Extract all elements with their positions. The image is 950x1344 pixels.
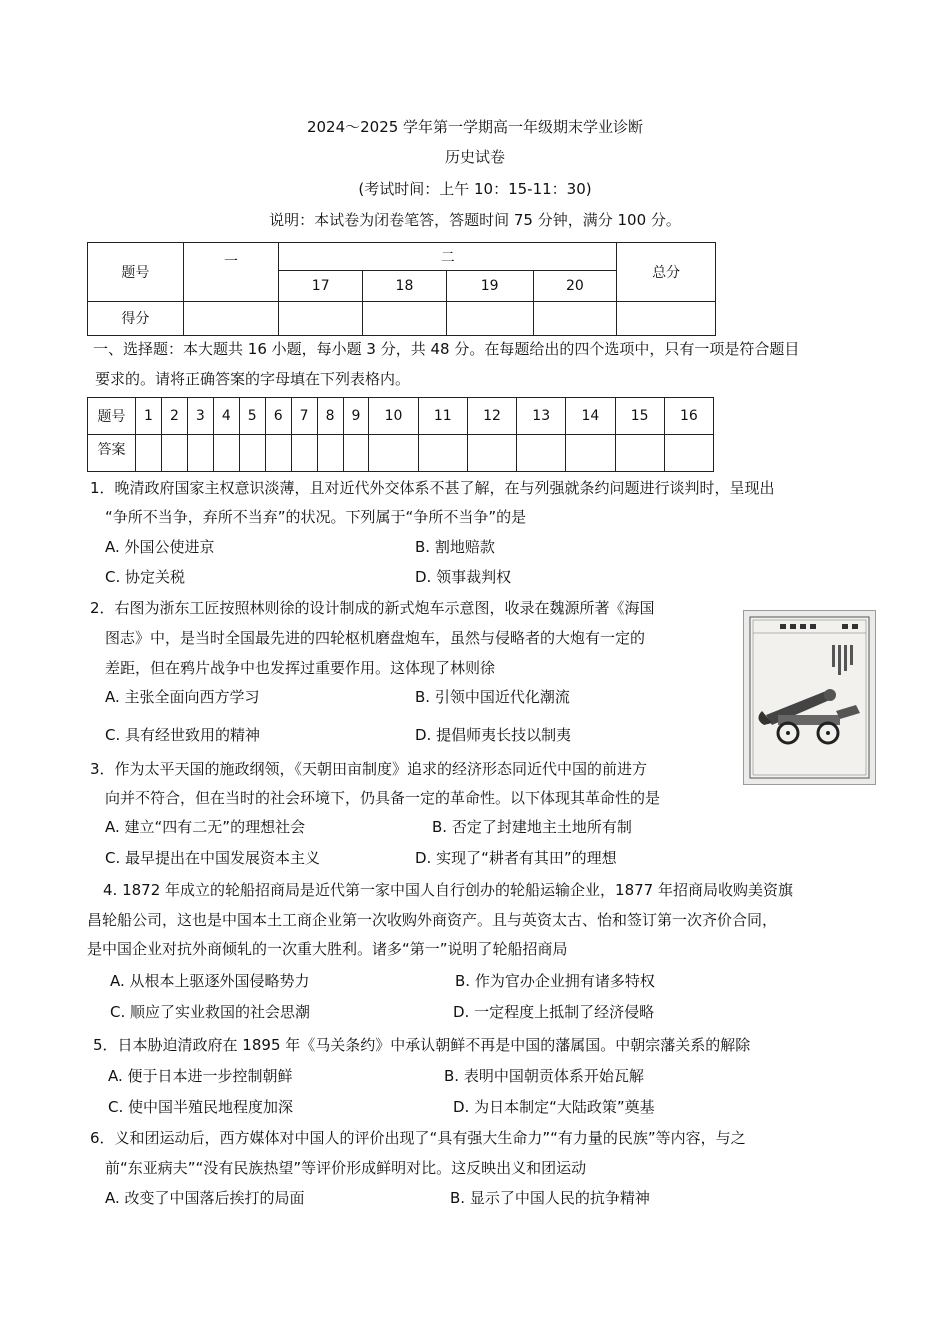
- answer-cell[interactable]: [239, 435, 265, 472]
- answer-number: 15: [615, 398, 664, 435]
- answer-cell[interactable]: [291, 435, 317, 472]
- answer-cell[interactable]: [161, 435, 187, 472]
- exam-title: 2024～2025 学年第一学期高一年级期末学业诊断: [306, 118, 644, 136]
- answer-number: 2: [161, 398, 187, 435]
- answer-number: 10: [369, 398, 418, 435]
- section1-intro-line1: 一、选择题：本大题共 16 小题，每小题 3 分，共 48 分。在每题给出的四个选项中，只有一项是符合题目: [93, 340, 800, 358]
- answer-cell[interactable]: [317, 435, 343, 472]
- question-stem: 昌轮船公司，这也是中国本土工商企业第一次收购外商资产。且与英资太古、怡和签订第一次齐价合同，: [87, 911, 778, 929]
- answer-table-label-tihao: 题号: [88, 398, 136, 435]
- answer-cell[interactable]: [369, 435, 418, 472]
- question-stem: 4. 1872 年成立的轮船招商局是近代第一家中国人自行创办的轮船运输企业，1877 年招商局收购美资旗: [103, 881, 793, 899]
- score-table: [87, 242, 716, 336]
- answer-cell[interactable]: [136, 435, 162, 472]
- option: D. 提倡师夷长技以制夷: [415, 726, 572, 744]
- question-stem: 5．日本胁迫清政府在 1895 年《马关条约》中承认朝鲜不再是中国的藩属国。中朝宗藩关系的解除: [93, 1036, 751, 1054]
- answer-number: 7: [291, 398, 317, 435]
- option: C. 具有经世致用的精神: [105, 726, 261, 744]
- answer-number: 3: [187, 398, 213, 435]
- score-cell[interactable]: [183, 301, 279, 335]
- question-stem: 2．右图为浙东工匠按照林则徐的设计制成的新式炮车示意图，收录在魏源所著《海国: [90, 599, 655, 617]
- score-table-total: 总分: [617, 243, 716, 302]
- answer-cell[interactable]: [467, 435, 516, 472]
- score-cell[interactable]: [279, 301, 363, 335]
- cannon-carriage-icon: [744, 611, 875, 784]
- option: D. 领事裁判权: [415, 568, 512, 586]
- score-table-part1: 一: [183, 243, 279, 302]
- score-table-sub: 19: [446, 271, 533, 301]
- answer-number: 5: [239, 398, 265, 435]
- score-cell[interactable]: [533, 301, 617, 335]
- score-cell[interactable]: [446, 301, 533, 335]
- score-table-sub: 20: [533, 271, 617, 301]
- option: B. 否定了封建地主土地所有制: [432, 818, 632, 836]
- answer-number: 13: [517, 398, 566, 435]
- answer-cell[interactable]: [566, 435, 615, 472]
- answer-cell[interactable]: [343, 435, 369, 472]
- answer-number: 6: [265, 398, 291, 435]
- answer-cell[interactable]: [265, 435, 291, 472]
- answer-number: 16: [664, 398, 713, 435]
- question-stem: 3．作为太平天国的施政纲领，《天朝田亩制度》追求的经济形态同近代中国的前进方: [90, 760, 648, 778]
- score-table-sub: 17: [279, 271, 363, 301]
- answer-cell[interactable]: [418, 435, 467, 472]
- question-stem: 是中国企业对抗外商倾轧的一次重大胜利。诸多“第一”说明了轮船招商局: [87, 940, 568, 958]
- option: B. 割地赔款: [415, 538, 495, 556]
- section1-intro-line2: 要求的。请将正确答案的字母填在下列表格内。: [95, 370, 411, 388]
- option: D. 为日本制定“大陆政策”奠基: [453, 1098, 655, 1116]
- answer-cell[interactable]: [213, 435, 239, 472]
- answer-table-label-daan: 答案: [88, 435, 136, 472]
- question-stem: 图志》中，是当时全国最先进的四轮枢机磨盘炮车，虽然与侵略者的大炮有一定的: [105, 629, 646, 647]
- answer-table: [87, 397, 714, 472]
- option: C. 顺应了实业救国的社会思潮: [110, 1003, 311, 1021]
- option: B. 表明中国朝贡体系开始瓦解: [444, 1067, 644, 1085]
- score-table-label-defen: 得分: [88, 301, 184, 335]
- option: C. 协定关税: [105, 568, 186, 586]
- question-stem: “争所不当争，弃所不当弃”的状况。下列属于“争所不当争”的是: [105, 508, 527, 526]
- option: C. 最早提出在中国发展资本主义: [105, 849, 321, 867]
- answer-number: 9: [343, 398, 369, 435]
- option: A. 主张全面向西方学习: [105, 688, 260, 706]
- answer-number: 8: [317, 398, 343, 435]
- answer-number: 4: [213, 398, 239, 435]
- option: A. 便于日本进一步控制朝鲜: [108, 1067, 293, 1085]
- exam-note: 说明：本试卷为闭卷笔答，答题时间 75 分钟，满分 100 分。: [269, 211, 681, 229]
- answer-number: 11: [418, 398, 467, 435]
- answer-cell[interactable]: [615, 435, 664, 472]
- option: A. 建立“四有二无”的理想社会: [105, 818, 306, 836]
- option: C. 使中国半殖民地程度加深: [108, 1098, 294, 1116]
- score-table-part2: 二: [279, 243, 617, 271]
- option: A. 改变了中国落后挨打的局面: [105, 1189, 305, 1207]
- score-table-label-tihao: 题号: [88, 243, 184, 302]
- score-cell[interactable]: [617, 301, 716, 335]
- option: A. 从根本上驱逐外国侵略势力: [110, 972, 310, 990]
- option: B. 引领中国近代化潮流: [415, 688, 570, 706]
- score-cell[interactable]: [363, 301, 447, 335]
- question-stem: 差距，但在鸦片战争中也发挥过重要作用。这体现了林则徐: [105, 659, 496, 677]
- answer-number: 12: [467, 398, 516, 435]
- question-stem: 向并不符合，但在当时的社会环境下，仍具备一定的革命性。以下体现其革命性的是: [105, 789, 661, 807]
- option: D. 一定程度上抵制了经济侵略: [453, 1003, 655, 1021]
- question-stem: 6．义和团运动后，西方媒体对中国人的评价出现了“具有强大生命力”“有力量的民族”等内容，与之: [90, 1129, 746, 1147]
- exam-subject: 历史试卷: [444, 148, 505, 166]
- option: A. 外国公使进京: [105, 538, 215, 556]
- answer-number: 1: [136, 398, 162, 435]
- exam-time: (考试时间：上午 10：15-11：30): [358, 180, 592, 198]
- question-stem: 1．晚清政府国家主权意识淡薄，且对近代外交体系不甚了解，在与列强就条约问题进行谈判时，呈现出: [90, 479, 775, 497]
- answer-cell[interactable]: [187, 435, 213, 472]
- question-stem: 前“东亚病夫”“没有民族热望”等评价形成鲜明对比。这反映出义和团运动: [105, 1159, 587, 1177]
- option: B. 作为官办企业拥有诸多特权: [455, 972, 655, 990]
- score-table-sub: 18: [363, 271, 447, 301]
- answer-cell[interactable]: [664, 435, 713, 472]
- option: B. 显示了中国人民的抗争精神: [450, 1189, 650, 1207]
- option: D. 实现了“耕者有其田”的理想: [415, 849, 617, 867]
- answer-number: 14: [566, 398, 615, 435]
- answer-cell[interactable]: [517, 435, 566, 472]
- cannon-carriage-figure: [743, 610, 876, 785]
